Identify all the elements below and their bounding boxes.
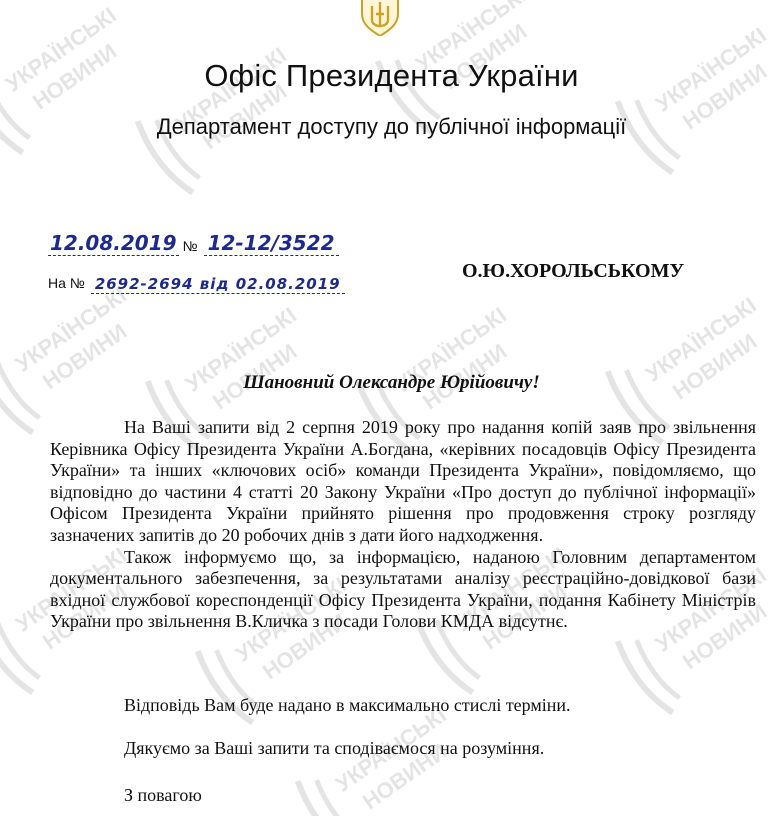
addressee: О.Ю.ХОРОЛЬСЬКОМУ bbox=[462, 260, 685, 282]
paragraph-requests: На Ваші запити від 2 серпня 2019 року про надання копій заяв про звільнення Керівника Офісу Президента України А.Богдана, «керівних посадовців Офісу Президента України» та інших «ключових осіб» команди Президента України», повідомляємо, що відповідно до частини 4 статті 20 Закону України «Про доступ до публічної інформації» Офісом Президента України прийнято рішення про продовження строку розгляду зазначених запитів до 20 робочих днів з дати його надходження. bbox=[50, 417, 756, 545]
paragraph-information: Також інформуємо що, за інформацією, наданою Головним департаментом документального забезпечення, за результатами аналізу реєстраційно-довідкової бази вхідної службової кореспонденції Офісу Президента України, подання Кабінету Міністрів України про звільнення В.Кличка з посади Голови КМДА відсутнє. bbox=[50, 546, 756, 632]
office-title: Офіс Президента України bbox=[204, 58, 579, 93]
salutation: Шановний Олександре Юрійовичу! bbox=[243, 372, 540, 393]
trident-emblem-icon bbox=[356, 0, 404, 36]
paragraph-answer: Відповідь Вам буде надано в максимально стислі терміни. bbox=[124, 695, 571, 715]
registration-line bbox=[48, 226, 368, 256]
registration-date: 12.08.2019 bbox=[50, 231, 177, 255]
thanks-line: Дякуємо за Ваші запити та сподіваємося на розуміння. bbox=[124, 738, 545, 758]
reference-value: 2692-2694 від 02.08.2019 bbox=[91, 275, 345, 294]
department-title: Департамент доступу до публічної інформації bbox=[156, 114, 627, 139]
reference-line bbox=[48, 268, 408, 294]
closing-line: З повагою bbox=[124, 785, 202, 805]
registration-number: 12-12/3522 bbox=[204, 231, 339, 256]
registration-number-label: № bbox=[182, 238, 198, 254]
reference-label: На № bbox=[48, 275, 85, 291]
news-watermark-icon bbox=[604, 1, 783, 189]
letter-body bbox=[50, 417, 756, 633]
